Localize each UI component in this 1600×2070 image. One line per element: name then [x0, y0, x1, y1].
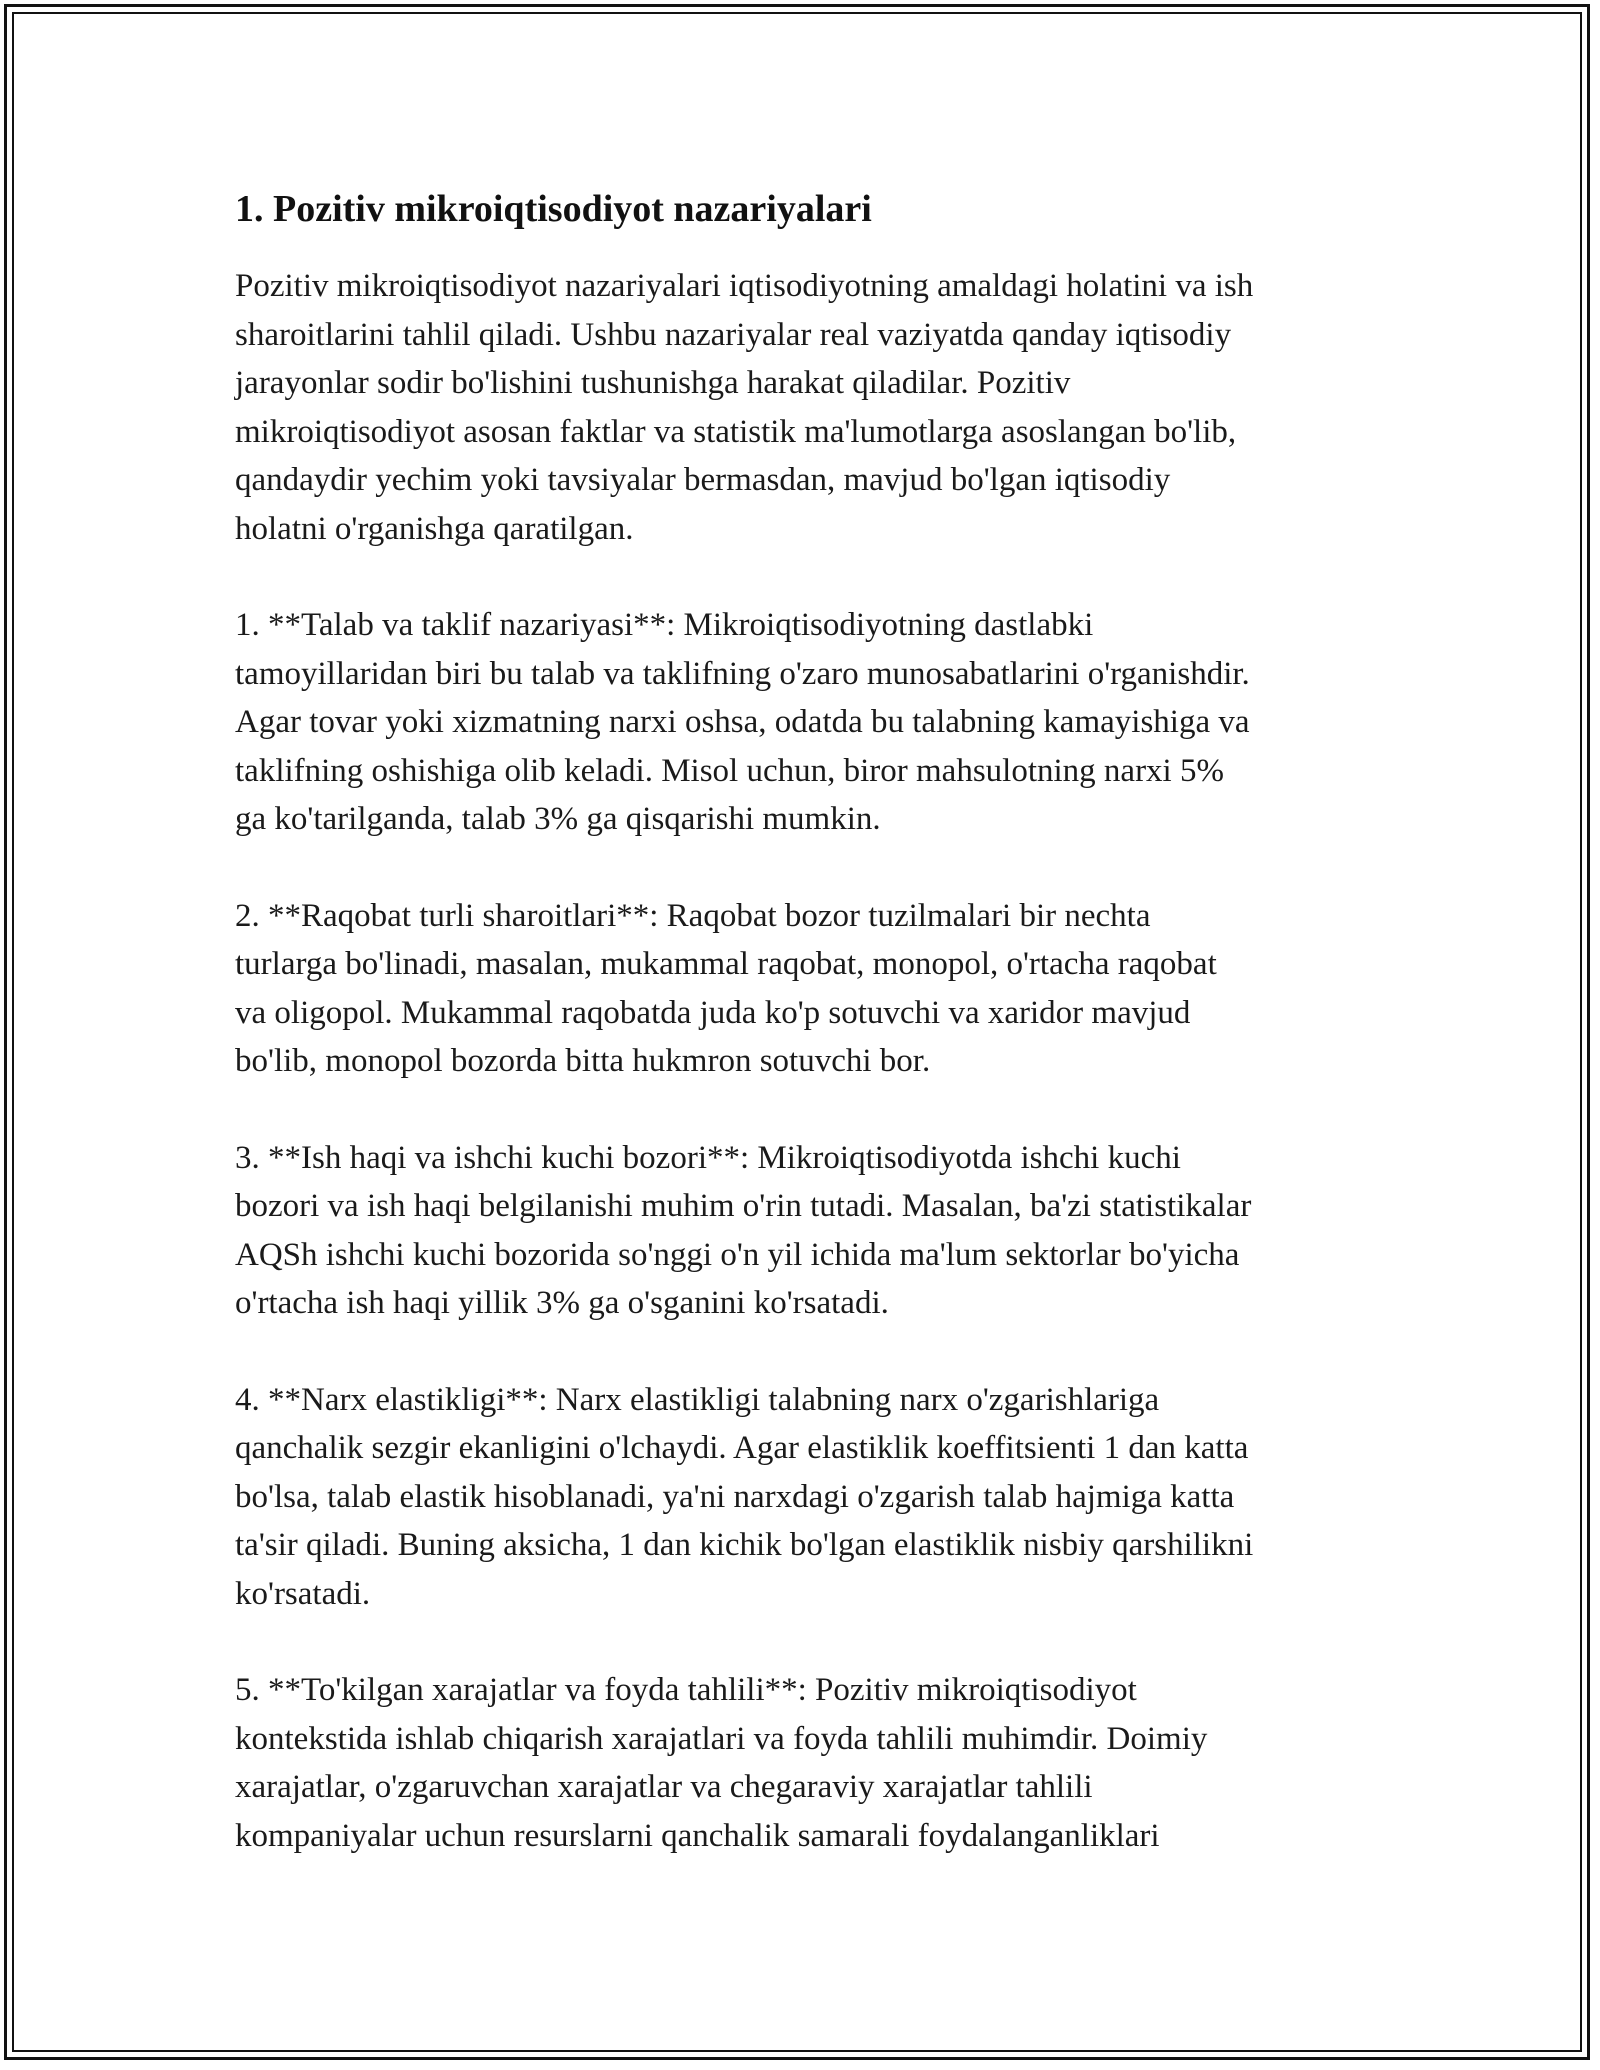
list-item-price-elasticity: 4. **Narx elastikligi**: Narx elastikligi talabning narx o'zgarishlariga qanchalik sezgir ekanligini o'lchaydi. Agar elastiklik koeffitsienti 1 dan katta bo'lsa, talab elastik hisoblanadi, ya'ni narxdagi o'zgarish talab hajmiga katta ta'sir qiladi. Buning aksicha, 1 dan kichik bo'lgan elastiklik nisbiy qarshilikni ko'rsatadi. — [235, 1381, 1254, 1612]
list-item-labor-market: 3. **Ish haqi va ishchi kuchi bozori**: Mikroiqtisodiyotda ishchi kuchi bozori va ish haqi belgilanishi muhim o'rin tutadi. Masalan, ba'zi statistikalar AQSh ishchi kuchi bozorida so'nggi o'n yil ichida ma'lum sektorlar bo'yicha o'rtacha ish haqi yillik 3% ga o'sganini ko'rsatadi. — [235, 1139, 1252, 1321]
section-heading: 1. Pozitiv mikroiqtisodiyot nazariyalari — [235, 188, 872, 230]
document-body — [235, 186, 1370, 1908]
list-item-costs-profit: 5. **To'kilgan xarajatlar va foyda tahlili**: Pozitiv mikroiqtisodiyot kontekstida ishlab chiqarish xarajatlari va foyda tahlili muhimdir. Doimiy xarajatlar, o'zgaruvchan xarajatlar va chegaraviy xarajatlar tahlili kompaniyalar uchun resurslarni qanchalik samarali foydalanganliklari — [235, 1672, 1208, 1854]
list-item-supply-demand: 1. **Talab va taklif nazariyasi**: Mikroiqtisodiyotning dastlabki tamoyillaridan biri bu talab va taklifning o'zaro munosabatlarini o'rganishdir. Agar tovar yoki xizmatning narxi oshsa, odatda bu talabning kamayishiga va taklifning oshishiga olib keladi. Misol uchun, biror mahsulotning narxi 5% ga ko'tarilganda, talab 3% ga qisqarishi mumkin. — [235, 607, 1250, 837]
intro-paragraph: Pozitiv mikroiqtisodiyot nazariyalari iqtisodiyotning amaldagi holatini va ish sharoitlarini tahlil qiladi. Ushbu nazariyalar real vaziyatda qanday iqtisodiy jarayonlar sodir bo'lishini tushunishga harakat qiladilar. Pozitiv mikroiqtisodiyot asosan faktlar va statistik ma'lumotlarga asoslangan bo'lib, qandaydir yechim yoki tavsiyalar bermasdan, mavjud bo'lgan iqtisodiy holatni o'rganishga qaratilgan. — [235, 268, 1254, 547]
list-item-competition: 2. **Raqobat turli sharoitlari**: Raqobat bozor tuzilmalari bir nechta turlarga bo'linadi, masalan, mukammal raqobat, monopol, o'rtacha raqobat va oligopol. Mukammal raqobatda juda ko'p sotuvchi va xaridor mavjud bo'lib, monopol bozorda bitta hukmron sotuvchi bor. — [235, 897, 1217, 1079]
